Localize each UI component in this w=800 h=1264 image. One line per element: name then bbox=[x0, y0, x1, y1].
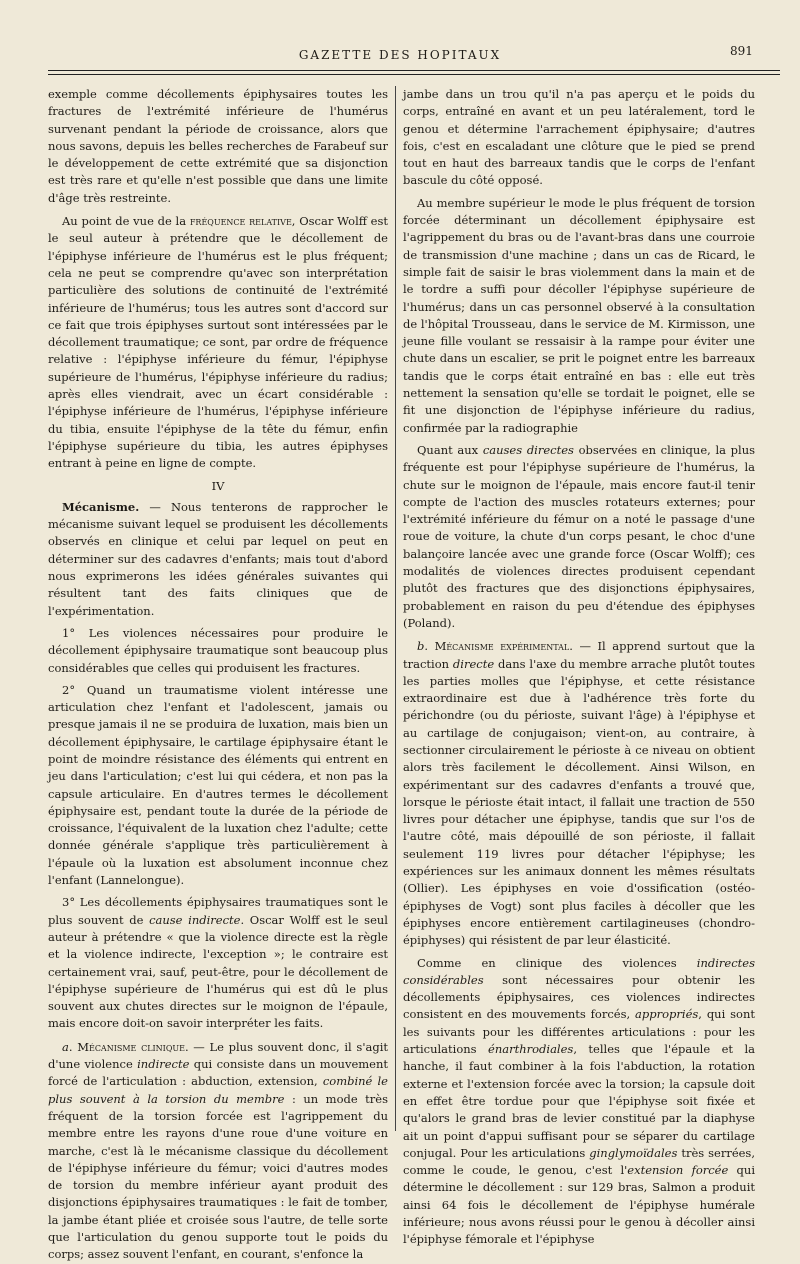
paragraph: 1° Les violences nécessaires pour produire le décollement épiphysaire traumatique sont beaucoup plus considérables que celles qui produisent les fractures. bbox=[48, 625, 388, 675]
header-rule-thin bbox=[48, 74, 780, 75]
column-divider bbox=[395, 86, 396, 1131]
paragraph: exemple comme décollements épiphysaires toutes les fractures de l'extrémité inférieure de l'humérus survenant pendant la période de croissance, alors que nous savons, depuis les belles recherches de Farabeuf sur le développement de cette extrémité que sa disjonction est très rare et qu'elle n'est possible que dans une limite d'âge très restreinte. bbox=[48, 87, 388, 205]
paragraph: Mécanisme. — Nous tenterons de rapprocher le mécanisme suivant lequel se produisent les décollements observés en clinique et celui par lequel on peut en déterminer sur des cadavres d'enfants; mais tout d'abord nous exprimerons les idées générales suivantes qui résultent tant des faits cliniques que de l'expérimentation. bbox=[48, 499, 388, 618]
section-number: IV bbox=[211, 478, 225, 493]
paragraph: Au membre supérieur le mode le plus fréquent de torsion forcée déterminant un décollement épiphysaire est l'agrippement du bras ou de l'avant-bras dans une courroie de transmission d'une machine ; dans un cas de Ricard, le simple fait de saisir le bras violemment dans la main et de le tordre a suffi pour décoller l'épiphyse supérieure de l'humérus; dans un cas personnel observé à la consultation de l'hôpital Trousseau, dans le service de M. Kirmisson, une jeune fille voulant se ressaisir à la rampe pour éviter une chute dans un escalier, se prit le poignet entre les barreaux tandis que le corps était entraîné en bas : elle eut très nettement la sensation qu'elle se tordait le poignet, elle se fit une disjonction de l'épiphyse inférieure du radius, confirmée par la radiographie bbox=[403, 195, 755, 435]
page-number: 891 bbox=[730, 44, 753, 58]
paragraph: Comme en clinique des violences indirectes considérables sont nécessaires pour obtenir les décollements épiphysaires, ces violences indirectes consistent en des mouvements forcés, appropriés, qui sont les suivants pour les différentes articulations : pour les articulations énarthrodiales, telles que l'épaule et la hanche, il faut combiner à la fois l'abduction, la rotation externe et l'extension forcée avec la torsion; la capsule doit en effet être tordue pour que l'épiphyse soit fixée et qu'alors le grand bras de levier constitué par la diaphyse ait un point d'appui suffisant pour se séparer du cartilage conjugal. Pour les articulations ginglymoïdales très serrées, comme le coude, le genou, c'est l'extension forcée qui détermine le décollement : sur 129 bras, Salmon a produit ainsi 64 fois le décollement de l'épiphyse humérale inférieure; nous avons réussi pour le genou à décoller ainsi l'épiphyse fémorale et l'épiphyse bbox=[403, 955, 755, 1247]
paragraph: jambe dans un trou qu'il n'a pas aperçu et le poids du corps, entraîné en avant et un peu latéralement, tord le genou et détermine l'arrachement épiphysaire; d'autres fois, c'est en escaladant une clôture que le pied se prend tout en haut des barreaux tandis que le corps de l'enfant bascule du côté opposé. bbox=[403, 87, 755, 188]
paragraph: Quant aux causes directes observées en clinique, la plus fréquente est pour l'épiphyse supérieure de l'humérus, la chute sur le moignon de l'épaule, mais encore faut-il tenir compte de l'action des muscles rotateurs externes; pour l'extrémité inférieure du fémur on a noté le passage d'une roue de voiture, la chute d'un corps pesant, le choc d'une balançoire lancée avec une grande force (Oscar Wolff); ces modalités de violences directes produisent cependant plutôt des fractures que des disjonctions épiphysaires, probablement en raison du peu d'étendue des épiphyses (Poland). bbox=[403, 442, 756, 630]
header-rule-thick bbox=[48, 70, 780, 71]
paragraph: a. Mécanisme clinique. — Le plus souvent donc, il s'agit d'une violence indirecte qui consiste dans un mouvement forcé de l'articulation : abduction, extension, combiné le plus souvent à la torsion du membre : un mode très fréquent de la torsion forcée est l'agrippement du membre entre les rayons d'une roue d'une voiture en marche, c'est là le mécanisme classique du décollement de l'épiphyse inférieure du fémur; voici d'autres modes de torsion du membre inférieur ayant produit des disjonctions épiphysaires traumatiques : le fait de tomber, la jambe étant pliée et croisée sous l'autre, de telle sorte que l'articulation du genou supporte tout le poids du corps; assez souvent l'enfant, en courant, s'enfonce la bbox=[48, 1039, 389, 1262]
right-column bbox=[403, 86, 756, 1247]
paragraph: b. Mécanisme expérimental. — Il apprend surtout que la traction directe dans l'axe du membre arrache plutôt toutes les parties molles que l'épiphyse, et cette résistance extraordinaire est due à l'adhérence très forte du périchondre (ou du périoste, suivant l'âge) à l'épiphyse et au cartilage de conjugaison; vient-on, au contraire, à sectionner circulairement le périoste à ce niveau on obtient alors très facilement le décollement. Ainsi Wilson, en expérimentant sur des cadavres d'enfants a trouvé que, lorsque le périoste était intact, il fallait une traction de 550 livres pour détacher une épiphyse, tandis que sur l'os de l'autre côté, mais dépouillé de son périoste, il fallait seulement 119 livres pour détacher l'épiphyse; les expériences sur les animaux donnent les mêmes résultats (Ollier). Les épiphyses en voie d'ossification (ostéo-épiphyses de Vogt) sont plus faciles à décoller que les épiphyses encore entièrement cartilagineuses (chondro-épiphyses) qui résistent de par leur élasticité. bbox=[403, 639, 756, 948]
paragraph: 2° Quand un traumatisme violent intéresse une articulation chez l'enfant et l'adolescent, jamais ou presque jamais il ne se produira de luxation, mais bien un décollement épiphysaire, le cartilage épiphysaire étant le point de moindre résistance des éléments qui entrent en jeu dans l'articulation; c'est lui qui cédera, et non pas la capsule articulaire. En d'autres termes le décollement épiphysaire est, pendant toute la durée de la période de croissance, l'équivalent de la luxation chez l'adulte; cette donnée générale s'applique très particulièrement à l'épaule où la luxation est absolument inconnue chez l'enfant (Lannelongue). bbox=[48, 682, 388, 888]
left-column bbox=[48, 86, 389, 1262]
paragraph: 3° Les décollements épiphysaires traumatiques sont le plus souvent de cause indirecte. Oscar Wolff est le seul auteur à prétendre « que la violence directe est la règle et la violence indirecte, l'exception »; le contraire est certainement vrai, sauf, peut-être, pour le décollement de l'épiphyse supérieure de l'humérus qui est dû le plus souvent aux chutes directes sur le moignon de l'épaule, mais encore doit-on savoir interpréter les faits. bbox=[48, 895, 388, 1031]
paragraph: Au point de vue de la fréquence relative, Oscar Wolff est le seul auteur à prétendre que le décollement de l'épiphyse inférieure de l'humérus est le plus fréquent; cela ne peut se comprendre qu'avec son interprétation particulière des solutions de continuité de l'extrémité inférieure de l'humérus; tous les autres sont d'accord sur ce fait que trois épiphyses surtout sont intéressées par le décollement traumatique; ce sont, par ordre de fréquence relative : l'épiphyse inférieure du fémur, l'épiphyse supérieure de l'humérus, l'épiphyse inférieure du radius; après elles viendrait, avec un écart considérable : l'épiphyse inférieure de l'humérus, l'épiphyse inférieure du tibia, ensuite l'épiphyse de la tête du fémur, enfin l'épiphyse supérieure du tibia, les autres épiphyses entrant à peine en ligne de compte. bbox=[48, 214, 389, 471]
running-header: GAZETTE DES HOPITAUX bbox=[298, 48, 502, 62]
